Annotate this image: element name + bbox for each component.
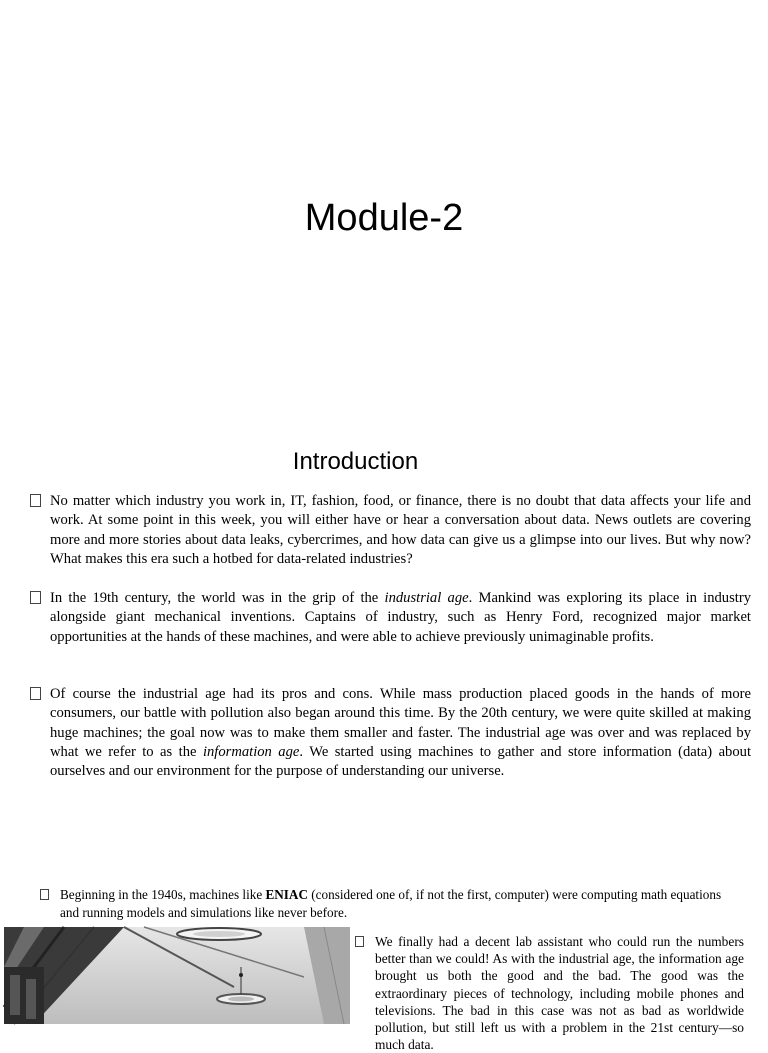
- bullet-icon: [30, 591, 41, 604]
- text-run: Beginning in the 1940s, machines like: [60, 887, 266, 902]
- eniac-room-photo: [4, 927, 350, 1024]
- text-run: . Mankind was exploring its place in industry alongside giant mechanical inventions. Captains of industry, such as Henry Ford, recognized major market opportunities at the hands of these machines, and were able to achieve previously unimaginable profits.: [50, 590, 751, 645]
- text-run: In the 19th century, the world was in the grip of the: [50, 590, 385, 606]
- emphasis-text: industrial age: [384, 590, 469, 606]
- text-run: We finally had a decent lab assistant who could run the numbers better than we could! As with the industrial age, the information age brought us both the good and the bad. The good was the extraordinary pieces of technology, including mobile phones and televisions. The bad in this case was not as bad as worldwide pollution, but still left us with a problem in the 21st century—so much data.: [375, 934, 744, 1053]
- text-run: (considered one of, if not the first, computer) were computing math equations and running models and simulations like never before.: [60, 887, 722, 920]
- bullet-icon: [30, 687, 41, 700]
- section-heading: Introduction: [292, 448, 419, 475]
- bullet-text-3: [50, 685, 751, 781]
- text-run: Of course the industrial age had its pros and cons. While mass production placed goods in the hands of more consumers, our battle with pollution also began around this time. By the 20th century, we were quite skilled at making huge machines; the goal now was to make them smaller and faster. The industrial age was over and was replaced by what we refer to as the: [50, 686, 751, 760]
- bullet-paragraph-1: [30, 492, 751, 569]
- bullet-text-2: [50, 589, 751, 647]
- bullet-paragraph-3: [30, 685, 751, 781]
- bullet-paragraph-2: [30, 589, 751, 647]
- bold-text: ENIAC: [265, 887, 308, 902]
- eniac-bullet: [40, 886, 740, 921]
- lab-assistant-bullet-text: [375, 933, 744, 1053]
- module-title: Module-2: [304, 197, 464, 239]
- emphasis-text: information age: [202, 743, 300, 760]
- bullet-icon: [30, 494, 41, 507]
- bullet-icon: [40, 889, 49, 900]
- lab-assistant-bullet: [355, 933, 744, 1053]
- text-run: No matter which industry you work in, IT, fashion, food, or finance, there is no doubt that data affects your life and work. At some point in this week, you will either have or hear a conversation about data. News outlets are covering more and more stories about data leaks, cybercrimes, and how data can give us a glimpse into our lives. But why now? What makes this era such a hotbed for data-related industries?: [50, 493, 751, 567]
- bullet-text-1: [50, 492, 751, 569]
- eniac-room-photo-image: [4, 927, 350, 1024]
- bullet-icon: [355, 936, 364, 947]
- text-run: . We started using machines to gather and store information (data) about ourselves and our environment for the purpose of understanding our universe.: [50, 743, 751, 780]
- eniac-bullet-text: [60, 886, 740, 921]
